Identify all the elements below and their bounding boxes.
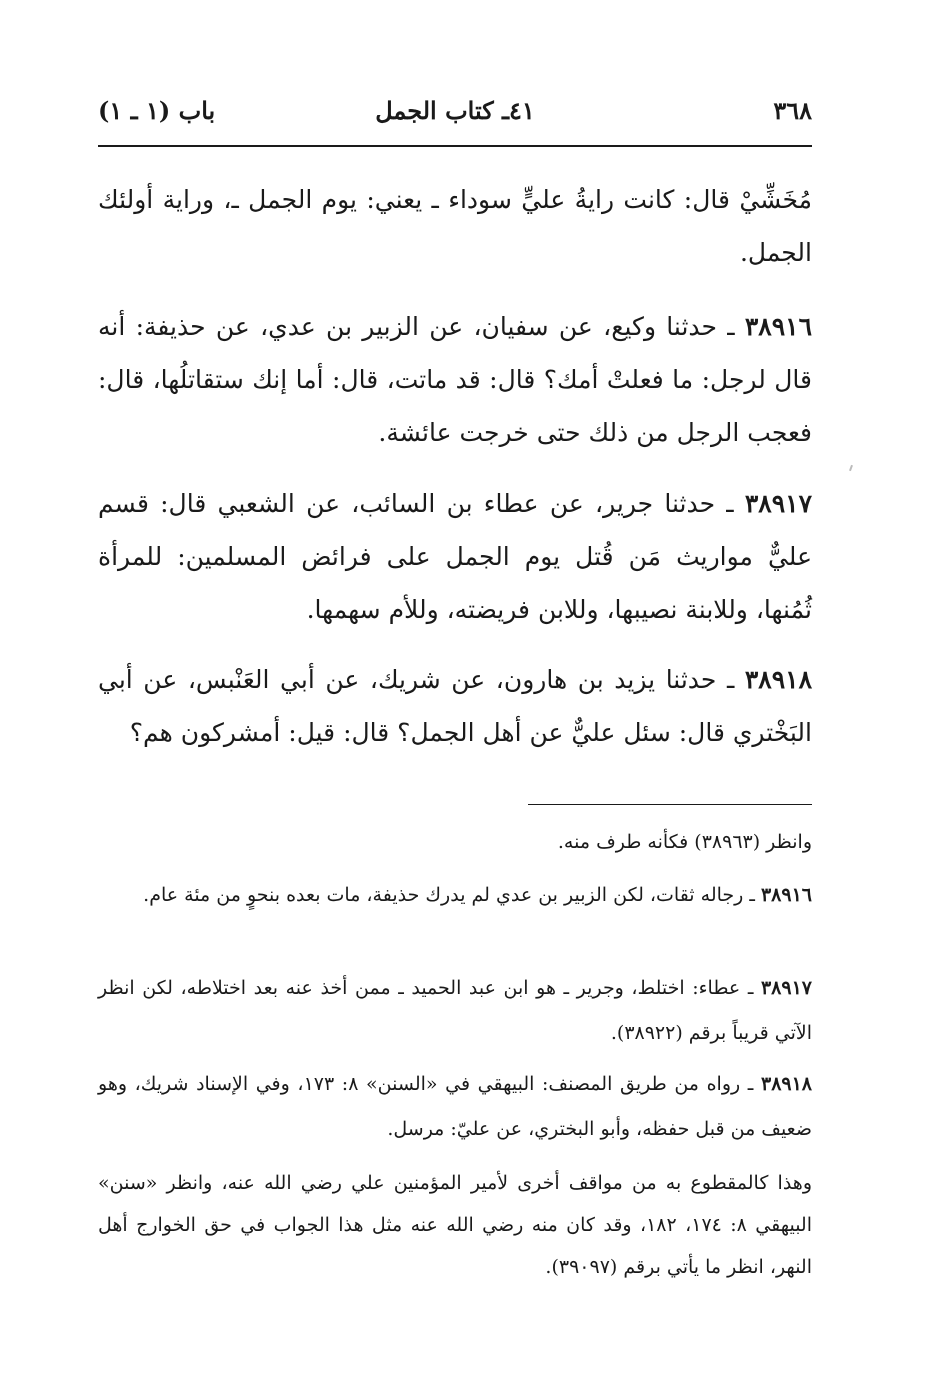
footnote-text: ـ عطاء: اختلط، وجرير ـ هو ابن عبد الحميد ـ ممن أخذ عنه بعد اختلاطه، لكن انظر الآتي قريباً برقم (٣٨٩٢٢). bbox=[98, 977, 812, 1044]
footnote bbox=[98, 873, 812, 918]
chapter-label: باب (١ ـ ١) bbox=[98, 96, 216, 125]
footnote bbox=[98, 966, 812, 1056]
running-header bbox=[98, 96, 812, 136]
book-title: ٤١ـ كتاب الجمل bbox=[375, 96, 535, 125]
footnote-text: ـ رجاله ثقات، لكن الزبير بن عدي لم يدرك حذيفة، مات بعده بنحوٍ من مئة عام. bbox=[143, 884, 761, 906]
footnote-text: وانظر (٣٨٩٦٣) فكأنه طرف منه. bbox=[557, 831, 812, 853]
footnote-text: ـ رواه من طريق المصنف: البيهقي في «السنن» ٨: ١٧٣، وفي الإسناد شريك، وهو ضعيف من قبل حفظه، وأبو البختري، عن عليّ: مرسل. bbox=[98, 1073, 812, 1140]
hadith-text: ـ حدثنا وكيع، عن سفيان، عن الزبير بن عدي، عن حذيفة: أنه قال لرجل: ما فعلتْ أمك؟ قال: قد ماتت، قال: أما إنك ستقاتلُها، قال: فعجب الرجل من ذلك حتى خرجت عائشة. bbox=[98, 312, 812, 447]
footnote-number: ٣٨٩١٦ bbox=[760, 884, 812, 906]
footnote-text: وهذا كالمقطوع به من مواقف أخرى لأمير المؤمنين علي رضي الله عنه، وانظر «سنن» البيهقي ٨: ١٧٤، ١٨٢، وقد كان منه رضي الله عنه مثل هذا الجواب في حق الخوارج أهل النهر، انظر ما يأتي برقم (٣٩٠٩٧). bbox=[98, 1172, 812, 1278]
hadith-number: ٣٨٩١٧ bbox=[744, 489, 812, 518]
footnote bbox=[98, 820, 812, 865]
footnote bbox=[98, 1162, 812, 1288]
body-paragraph bbox=[98, 477, 812, 636]
footnote bbox=[98, 1062, 812, 1152]
hadith-text: ـ حدثنا جرير، عن عطاء بن السائب، عن الشعبي قال: قسم عليٌّ مواريث مَن قُتل يوم الجمل على فرائض المسلمين: للمرأة ثُمُنها، وللابنة نصيبها، وللابن فريضته، وللأم سهمها. bbox=[98, 489, 812, 624]
body-paragraph bbox=[98, 300, 812, 459]
body-paragraph bbox=[98, 173, 812, 279]
header-divider bbox=[98, 145, 812, 147]
hadith-number: ٣٨٩١٦ bbox=[744, 312, 812, 341]
scan-speck bbox=[849, 465, 853, 471]
hadith-text: ـ حدثنا يزيد بن هارون، عن شريك، عن أبي العَنْبس، عن أبي البَخْتري قال: سئل عليٌّ عن أهل الجمل؟ قال: قيل: أمشركون هم؟ bbox=[98, 665, 812, 747]
footnote-number: ٣٨٩١٧ bbox=[760, 977, 812, 999]
page-number: ٣٦٨ bbox=[773, 96, 812, 125]
footnote-number: ٣٨٩١٨ bbox=[760, 1073, 813, 1095]
hadith-number: ٣٨٩١٨ bbox=[744, 665, 812, 694]
body-paragraph bbox=[98, 653, 812, 759]
footnote-divider bbox=[528, 804, 812, 805]
hadith-text: مُخَشِّيْ قال: كانت رايةُ عليٍّ سوداء ـ يعني: يوم الجمل ـ، وراية أولئك الجمل. bbox=[98, 185, 812, 267]
